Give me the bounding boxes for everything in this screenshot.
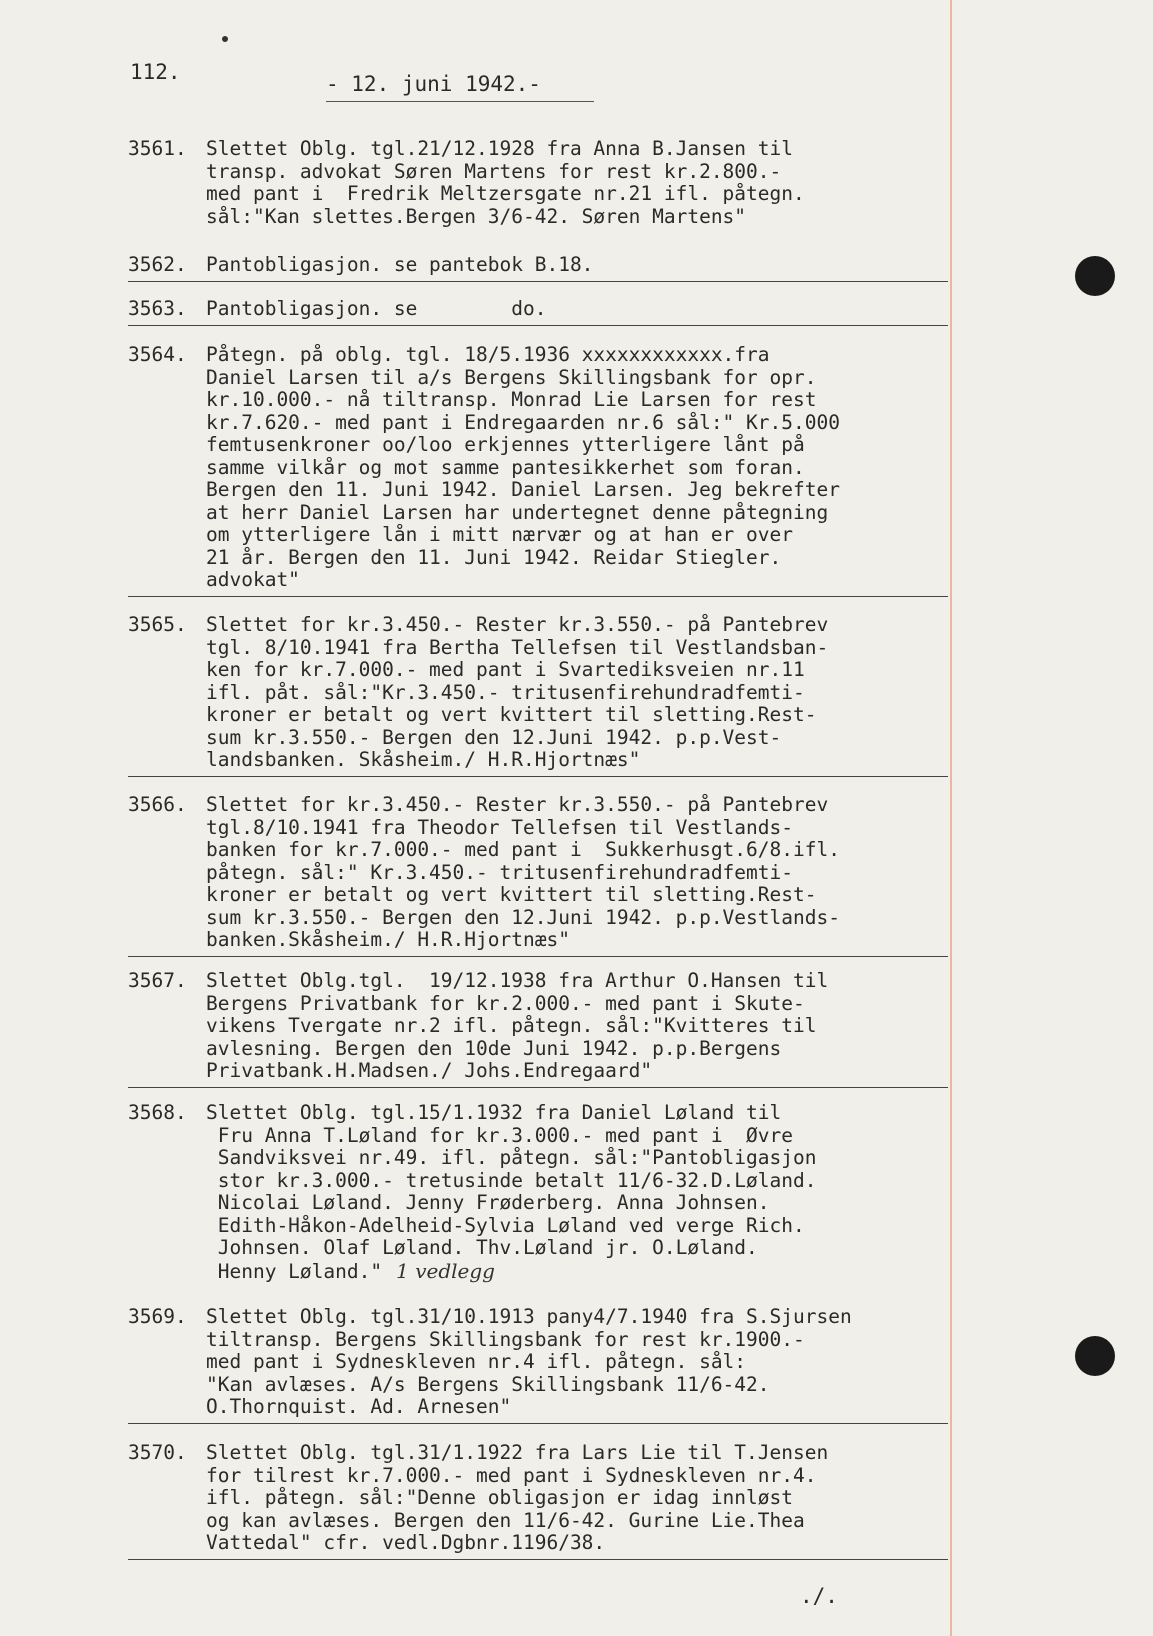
entry-line: landsbanken. Skåsheim./ H.R.Hjortnæs" <box>206 748 641 771</box>
entry-line: samme vilkår og mot samme pantesikkerhet som foran. <box>206 455 805 479</box>
entry-number: 3569. <box>128 1305 187 1328</box>
entry-line: Fru Anna T.Løland for kr.3.000.- med pant i Øvre <box>206 1123 793 1147</box>
entry-3568 <box>128 1102 948 1283</box>
entry-line: Slettet Oblg. tgl.31/10.1913 pany4/7.1940 fra S.Sjursen <box>206 1305 852 1328</box>
entry-line: femtusenkroner oo/loo erkjennes ytterligere lånt på <box>206 433 805 456</box>
entry-separator <box>128 325 948 326</box>
entry-line: banken.Skåsheim./ H.R.Hjortnæs" <box>206 928 570 951</box>
header-underline <box>326 101 594 102</box>
entry-line: Slettet Oblg.tgl. 19/12.1938 fra Arthur O.Hansen til <box>206 969 829 992</box>
entry-line: Pantobligasjon. se pantebok B.18. <box>206 253 594 276</box>
entry-line: ken for kr.7.000.- med pant i Svartediksveien nr.11 <box>206 658 805 681</box>
entry-line: advokat" <box>206 568 300 591</box>
entry-separator <box>128 1423 948 1424</box>
entry-line: ifl. påt. sål:"Kr.3.450.- tritusenfirehundradfemti- <box>206 680 805 704</box>
entry-separator <box>128 776 948 777</box>
entry-3564 <box>128 344 948 597</box>
entry-line: kroner er betalt og vert kvittert til sletting.Rest- <box>206 883 817 906</box>
entry-line: med pant i Sydneskleven nr.4 ifl. påtegn. sål: <box>206 1350 747 1373</box>
entry-number: 3566. <box>128 793 187 816</box>
entry-line: Slettet for kr.3.450.- Rester kr.3.550.- på Pantebrev <box>206 793 829 816</box>
entry-line: sum kr.3.550.- Bergen den 12.Juni 1942. p.p.Vest- <box>206 725 782 749</box>
entry-line: kr.7.620.- med pant i Endregaarden nr.6 sål:" Kr.5.000 <box>206 410 840 434</box>
entry-line: Sandviksvei nr.49. ifl. påtegn. sål:"Pantobligasjon <box>206 1146 817 1169</box>
entry-line: "Kan avlæses. A/s Bergens Skillingsbank 11/6-42. <box>206 1372 770 1396</box>
entry-number: 3567. <box>128 969 187 992</box>
entry-line: stor kr.3.000.- tretusinde betalt 11/6-32.D.Løland. <box>206 1168 817 1192</box>
entry-line: og kan avlæses. Bergen den 11/6-42. Gurine Lie.Thea <box>206 1508 805 1532</box>
entry-line: Privatbank.H.Madsen./ Johs.Endregaard" <box>206 1059 653 1082</box>
entry-line: Slettet Oblg. tgl.31/1.1922 fra Lars Lie til T.Jensen <box>206 1441 829 1464</box>
page-number: 112. <box>130 60 181 84</box>
entry-line: med pant i Fredrik Meltzersgate nr.21 ifl. påtegn. <box>206 182 805 205</box>
entry-line <box>206 1260 948 1284</box>
entry-line: om ytterligere lån i mitt nærvær og at han er over <box>206 523 793 546</box>
entry-line: avlesning. Bergen den 10de Juni 1942. p.p.Bergens <box>206 1036 782 1060</box>
entry-number: 3568. <box>128 1101 187 1124</box>
entry-line: kr.10.000.- nå tiltransp. Monrad Lie Larsen for rest <box>206 388 817 411</box>
entry-line: sål:"Kan slettes.Bergen 3/6-42. Søren Martens" <box>206 204 747 228</box>
ink-dot <box>222 36 228 42</box>
entry-line: at herr Daniel Larsen har undertegnet denne påtegning <box>206 500 829 524</box>
entry-number: 3563. <box>128 297 187 320</box>
binder-hole <box>1075 256 1115 296</box>
entry-number: 3565. <box>128 613 187 636</box>
entry-line: Bergens Privatbank for kr.2.000.- med pant i Skute- <box>206 991 805 1015</box>
entry-line: Edith-Håkon-Adelheid-Sylvia Løland ved verge Rich. <box>206 1213 805 1237</box>
entry-line: ifl. påtegn. sål:"Denne obligasjon er idag innløst <box>206 1486 793 1509</box>
entry-line: transp. advokat Søren Martens for rest kr.2.800.- <box>206 159 782 183</box>
entry-line: Nicolai Løland. Jenny Frøderberg. Anna Johnsen. <box>206 1191 770 1214</box>
entry-number: 3570. <box>128 1441 187 1464</box>
entry-line: sum kr.3.550.- Bergen den 12.Juni 1942. p.p.Vestlands- <box>206 905 840 929</box>
entry-line: Slettet for kr.3.450.- Rester kr.3.550.- på Pantebrev <box>206 613 829 636</box>
entry-separator <box>128 1559 948 1560</box>
entry-line: kroner er betalt og vert kvittert til sletting.Rest- <box>206 703 817 726</box>
entry-line: Bergen den 11. Juni 1942. Daniel Larsen. Jeg bekrefter <box>206 478 840 501</box>
entry-line: Pantobligasjon. se do. <box>206 297 547 320</box>
entry-line: tgl. 8/10.1941 fra Bertha Tellefsen til Vestlandsban- <box>206 635 829 659</box>
binder-hole <box>1075 1336 1115 1376</box>
entry-line: tgl.8/10.1941 fra Theodor Tellefsen til Vestlands- <box>206 815 793 839</box>
entry-3565 <box>128 614 948 777</box>
entry-line: Slettet Oblg. tgl.21/12.1928 fra Anna B.Jansen til <box>206 137 793 160</box>
entry-line: Påtegn. på oblg. tgl. 18/5.1936 xxxxxxxxxxxx.fra <box>206 343 770 366</box>
entry-line: Johnsen. Olaf Løland. Thv.Løland jr. O.Løland. <box>206 1236 758 1259</box>
entry-line: tiltransp. Bergens Skillingsbank for rest kr.1900.- <box>206 1327 805 1351</box>
entry-line: vikens Tvergate nr.2 ifl. påtegn. sål:"Kvitteres til <box>206 1014 817 1037</box>
entry-separator <box>128 281 948 282</box>
entry-line: for tilrest kr.7.000.- med pant i Sydneskleven nr.4. <box>206 1463 817 1487</box>
entry-3569 <box>128 1306 948 1424</box>
entry-line-text: Henny Løland." <box>206 1259 383 1283</box>
entry-3570 <box>128 1442 948 1560</box>
entry-line: påtegn. sål:" Kr.3.450.- tritusenfirehundradfemti- <box>206 860 793 884</box>
entry-3562 <box>128 254 948 282</box>
entry-line: banken for kr.7.000.- med pant i Sukkerhusgt.6/8.ifl. <box>206 838 840 861</box>
entry-line: Slettet Oblg. tgl.15/1.1932 fra Daniel Løland til <box>206 1101 782 1124</box>
entry-line: Vattedal" cfr. vedl.Dgbnr.1196/38. <box>206 1531 606 1554</box>
entry-3567 <box>128 970 948 1088</box>
entry-separator <box>128 596 948 597</box>
entry-separator <box>128 1087 948 1088</box>
entry-number: 3564. <box>128 343 187 366</box>
entry-3561 <box>128 138 948 228</box>
entry-3566 <box>128 794 948 957</box>
page-date-header: - 12. juni 1942.- <box>326 72 541 96</box>
entry-separator <box>128 956 948 957</box>
entry-number: 3561. <box>128 137 187 160</box>
entry-line: Daniel Larsen til a/s Bergens Skillingsbank for opr. <box>206 365 817 389</box>
entry-number: 3562. <box>128 253 187 276</box>
handwritten-note: 1 vedlegg <box>396 1258 495 1283</box>
end-mark: ./. <box>800 1584 838 1608</box>
entry-line: 21 år. Bergen den 11. Juni 1942. Reidar Stiegler. <box>206 545 782 569</box>
entry-line: O.Thornquist. Ad. Arnesen" <box>206 1395 512 1418</box>
entry-3563 <box>128 298 948 326</box>
margin-rule <box>950 0 952 1636</box>
